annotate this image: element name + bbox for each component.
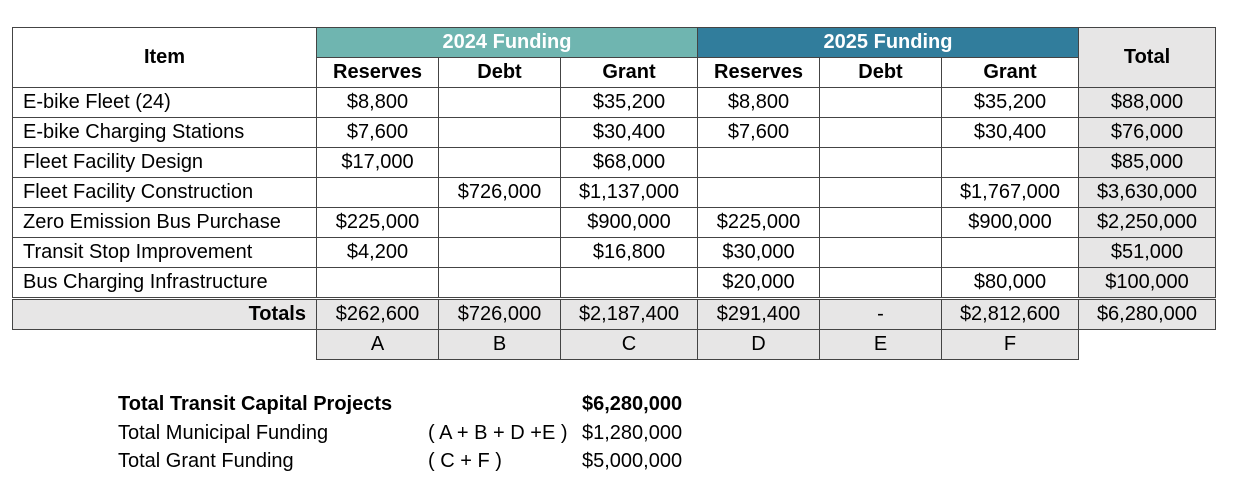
item-column-header: Item bbox=[13, 28, 317, 88]
total-cell: $51,000 bbox=[1079, 238, 1216, 268]
reserves-2024-cell: $7,600 bbox=[317, 118, 439, 148]
debt-2024-header: Debt bbox=[439, 58, 561, 88]
reserves-2025-cell bbox=[698, 148, 820, 178]
reserves-2025-cell: $8,800 bbox=[698, 88, 820, 118]
totals-row bbox=[13, 299, 1216, 330]
letters-row bbox=[13, 330, 1216, 360]
item-cell: Fleet Facility Construction bbox=[13, 178, 317, 208]
letters-spacer bbox=[13, 330, 317, 360]
reserves-2024-cell: $225,000 bbox=[317, 208, 439, 238]
debt-2024-cell: $726,000 bbox=[439, 178, 561, 208]
debt-2025-cell bbox=[820, 208, 942, 238]
totals-label: Totals bbox=[13, 299, 317, 330]
table-row bbox=[13, 118, 1216, 148]
grant-2024-cell: $35,200 bbox=[561, 88, 698, 118]
table-row bbox=[13, 238, 1216, 268]
debt-2024-cell bbox=[439, 118, 561, 148]
table-row bbox=[13, 268, 1216, 299]
debt-2025-header: Debt bbox=[820, 58, 942, 88]
debt-2025-cell bbox=[820, 238, 942, 268]
grant-formula: ( C + F ) bbox=[428, 450, 502, 472]
table-row bbox=[13, 88, 1216, 118]
item-cell: E-bike Charging Stations bbox=[13, 118, 317, 148]
capital-amount: $6,280,000 bbox=[582, 393, 683, 415]
debt-2024-cell bbox=[439, 268, 561, 299]
total-cell: $100,000 bbox=[1079, 268, 1216, 299]
grant-2025-cell bbox=[942, 238, 1079, 268]
reserves-2024-cell bbox=[317, 178, 439, 208]
table-row bbox=[13, 208, 1216, 238]
totals-grant-2025: $2,812,600 bbox=[942, 299, 1079, 330]
total-column-header: Total bbox=[1079, 28, 1216, 88]
grant-label: Total Grant Funding bbox=[118, 450, 294, 472]
grant-2024-cell: $68,000 bbox=[561, 148, 698, 178]
letter-a: A bbox=[317, 330, 439, 360]
debt-2024-cell bbox=[439, 238, 561, 268]
letter-f: F bbox=[942, 330, 1079, 360]
reserves-2025-cell bbox=[698, 178, 820, 208]
total-cell: $76,000 bbox=[1079, 118, 1216, 148]
grant-2024-cell: $1,137,000 bbox=[561, 178, 698, 208]
grant-2025-cell: $30,400 bbox=[942, 118, 1079, 148]
grant-2025-cell bbox=[942, 148, 1079, 178]
grant-2024-cell bbox=[561, 268, 698, 299]
letter-b: B bbox=[439, 330, 561, 360]
totals-reserves-2025: $291,400 bbox=[698, 299, 820, 330]
municipal-label: Total Municipal Funding bbox=[118, 422, 329, 444]
letters-spacer-end bbox=[1079, 330, 1216, 360]
total-cell: $85,000 bbox=[1079, 148, 1216, 178]
table-row bbox=[13, 148, 1216, 178]
funding-table bbox=[12, 27, 1216, 360]
item-cell: Fleet Facility Design bbox=[13, 148, 317, 178]
reserves-2025-cell: $30,000 bbox=[698, 238, 820, 268]
grant-2025-cell: $1,767,000 bbox=[942, 178, 1079, 208]
totals-grant-2024: $2,187,400 bbox=[561, 299, 698, 330]
grant-2025-cell: $80,000 bbox=[942, 268, 1079, 299]
funding-2024-header: 2024 Funding bbox=[317, 28, 698, 58]
grant-2024-cell: $16,800 bbox=[561, 238, 698, 268]
letter-e: E bbox=[820, 330, 942, 360]
reserves-2024-cell: $17,000 bbox=[317, 148, 439, 178]
reserves-2025-cell: $7,600 bbox=[698, 118, 820, 148]
letter-c: C bbox=[561, 330, 698, 360]
reserves-2024-cell bbox=[317, 268, 439, 299]
totals-debt-2025: - bbox=[820, 299, 942, 330]
item-cell: Transit Stop Improvement bbox=[13, 238, 317, 268]
reserves-2025-cell: $20,000 bbox=[698, 268, 820, 299]
debt-2025-cell bbox=[820, 118, 942, 148]
grant-2025-header: Grant bbox=[942, 58, 1079, 88]
reserves-2024-header: Reserves bbox=[317, 58, 439, 88]
table-row bbox=[13, 178, 1216, 208]
total-cell: $88,000 bbox=[1079, 88, 1216, 118]
debt-2025-cell bbox=[820, 268, 942, 299]
municipal-amount: $1,280,000 bbox=[582, 422, 683, 444]
reserves-2025-header: Reserves bbox=[698, 58, 820, 88]
total-cell: $3,630,000 bbox=[1079, 178, 1216, 208]
municipal-formula: ( A + B + D +E ) bbox=[428, 422, 568, 444]
item-cell: Zero Emission Bus Purchase bbox=[13, 208, 317, 238]
grant-2024-cell: $900,000 bbox=[561, 208, 698, 238]
grant-2024-cell: $30,400 bbox=[561, 118, 698, 148]
reserves-2025-cell: $225,000 bbox=[698, 208, 820, 238]
reserves-2024-cell: $8,800 bbox=[317, 88, 439, 118]
debt-2024-cell bbox=[439, 88, 561, 118]
total-cell: $2,250,000 bbox=[1079, 208, 1216, 238]
debt-2024-cell bbox=[439, 208, 561, 238]
item-cell: Bus Charging Infrastructure bbox=[13, 268, 317, 299]
grant-2025-cell: $900,000 bbox=[942, 208, 1079, 238]
item-cell: E-bike Fleet (24) bbox=[13, 88, 317, 118]
grant-amount: $5,000,000 bbox=[582, 450, 683, 472]
letter-d: D bbox=[698, 330, 820, 360]
table-body bbox=[13, 88, 1216, 299]
debt-2025-cell bbox=[820, 178, 942, 208]
funding-2025-header: 2025 Funding bbox=[698, 28, 1079, 58]
grant-2024-header: Grant bbox=[561, 58, 698, 88]
totals-reserves-2024: $262,600 bbox=[317, 299, 439, 330]
totals-debt-2024: $726,000 bbox=[439, 299, 561, 330]
totals-total: $6,280,000 bbox=[1079, 299, 1216, 330]
debt-2024-cell bbox=[439, 148, 561, 178]
capital-label: Total Transit Capital Projects bbox=[118, 393, 393, 415]
reserves-2024-cell: $4,200 bbox=[317, 238, 439, 268]
debt-2025-cell bbox=[820, 88, 942, 118]
debt-2025-cell bbox=[820, 148, 942, 178]
grant-2025-cell: $35,200 bbox=[942, 88, 1079, 118]
